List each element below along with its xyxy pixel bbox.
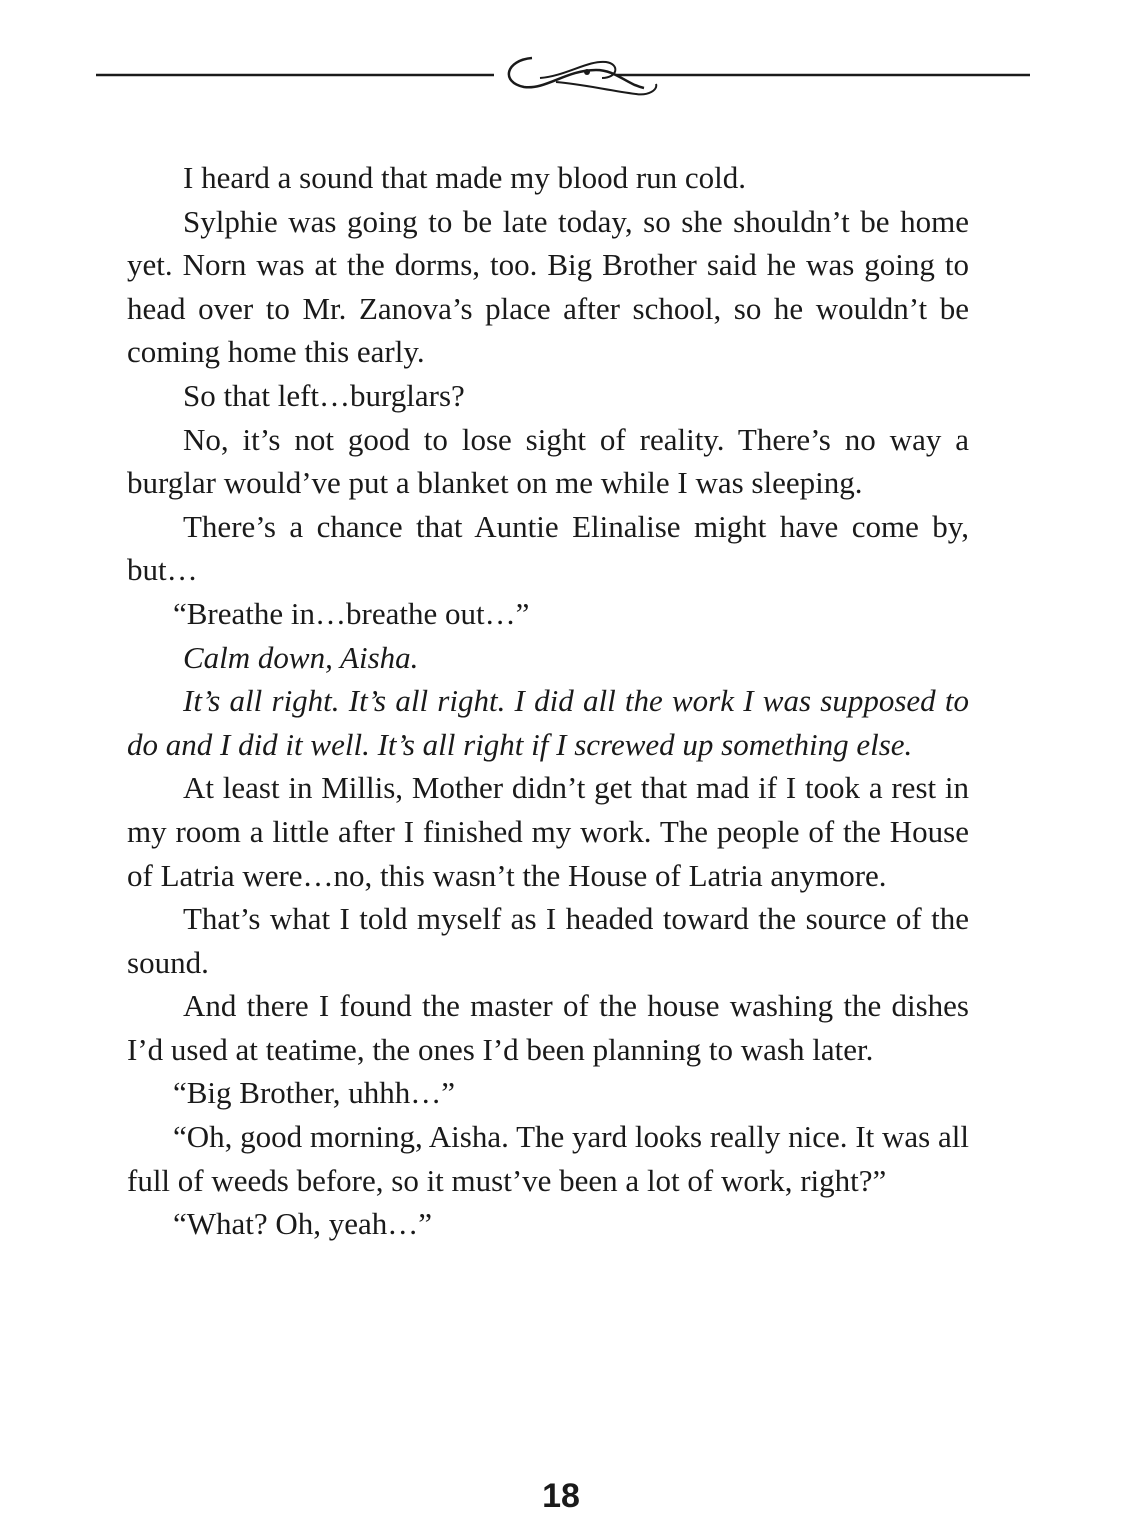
paragraph: I heard a sound that made my blood run cold. <box>183 160 747 195</box>
paragraph: There’s a chance that Auntie Elinalise might have come by, but… <box>127 508 969 588</box>
paragraph: “Oh, good morning, Aisha. The yard looks really nice. It was all full of weeds before, so it must’ve been a lot of work, right?” <box>127 1119 969 1198</box>
paragraph: Sylphie was going to be late today, so she shouldn’t be home yet. Norn was at the dorms, too. Big Brother said he was going to head over to Mr. Zanova’s place after school, so he wouldn’t be coming home this early. <box>127 203 969 370</box>
flourish-divider-icon <box>96 50 1030 110</box>
paragraph: At least in Millis, Mother didn’t get that mad if I took a rest in my room a little after I finished my work. The people of the House of Latria were…no, this wasn’t the House of Latria anymore. <box>127 770 969 893</box>
paragraph: It’s all right. It’s all right. I did all the work I was supposed to do and I did it well. It’s all right if I screwed up something else. <box>127 683 969 762</box>
page-number: 18 <box>542 1477 580 1515</box>
paragraph: That’s what I told myself as I headed toward the source of the sound. <box>127 901 969 980</box>
paragraph: And there I found the master of the house washing the dishes I’d used at teatime, the ones I’d been planning to wash later. <box>127 988 969 1067</box>
paragraph: Calm down, Aisha. <box>183 639 419 675</box>
paragraph: “Breathe in…breathe out…” <box>173 595 530 631</box>
paragraph: No, it’s not good to lose sight of reality. There’s no way a burglar would’ve put a blanket on me while I was sleeping. <box>127 421 969 501</box>
body-text <box>127 156 969 1246</box>
paragraph: So that left…burglars? <box>183 377 465 413</box>
paragraph: “Big Brother, uhhh…” <box>173 1075 456 1111</box>
paragraph: “What? Oh, yeah…” <box>173 1206 433 1242</box>
